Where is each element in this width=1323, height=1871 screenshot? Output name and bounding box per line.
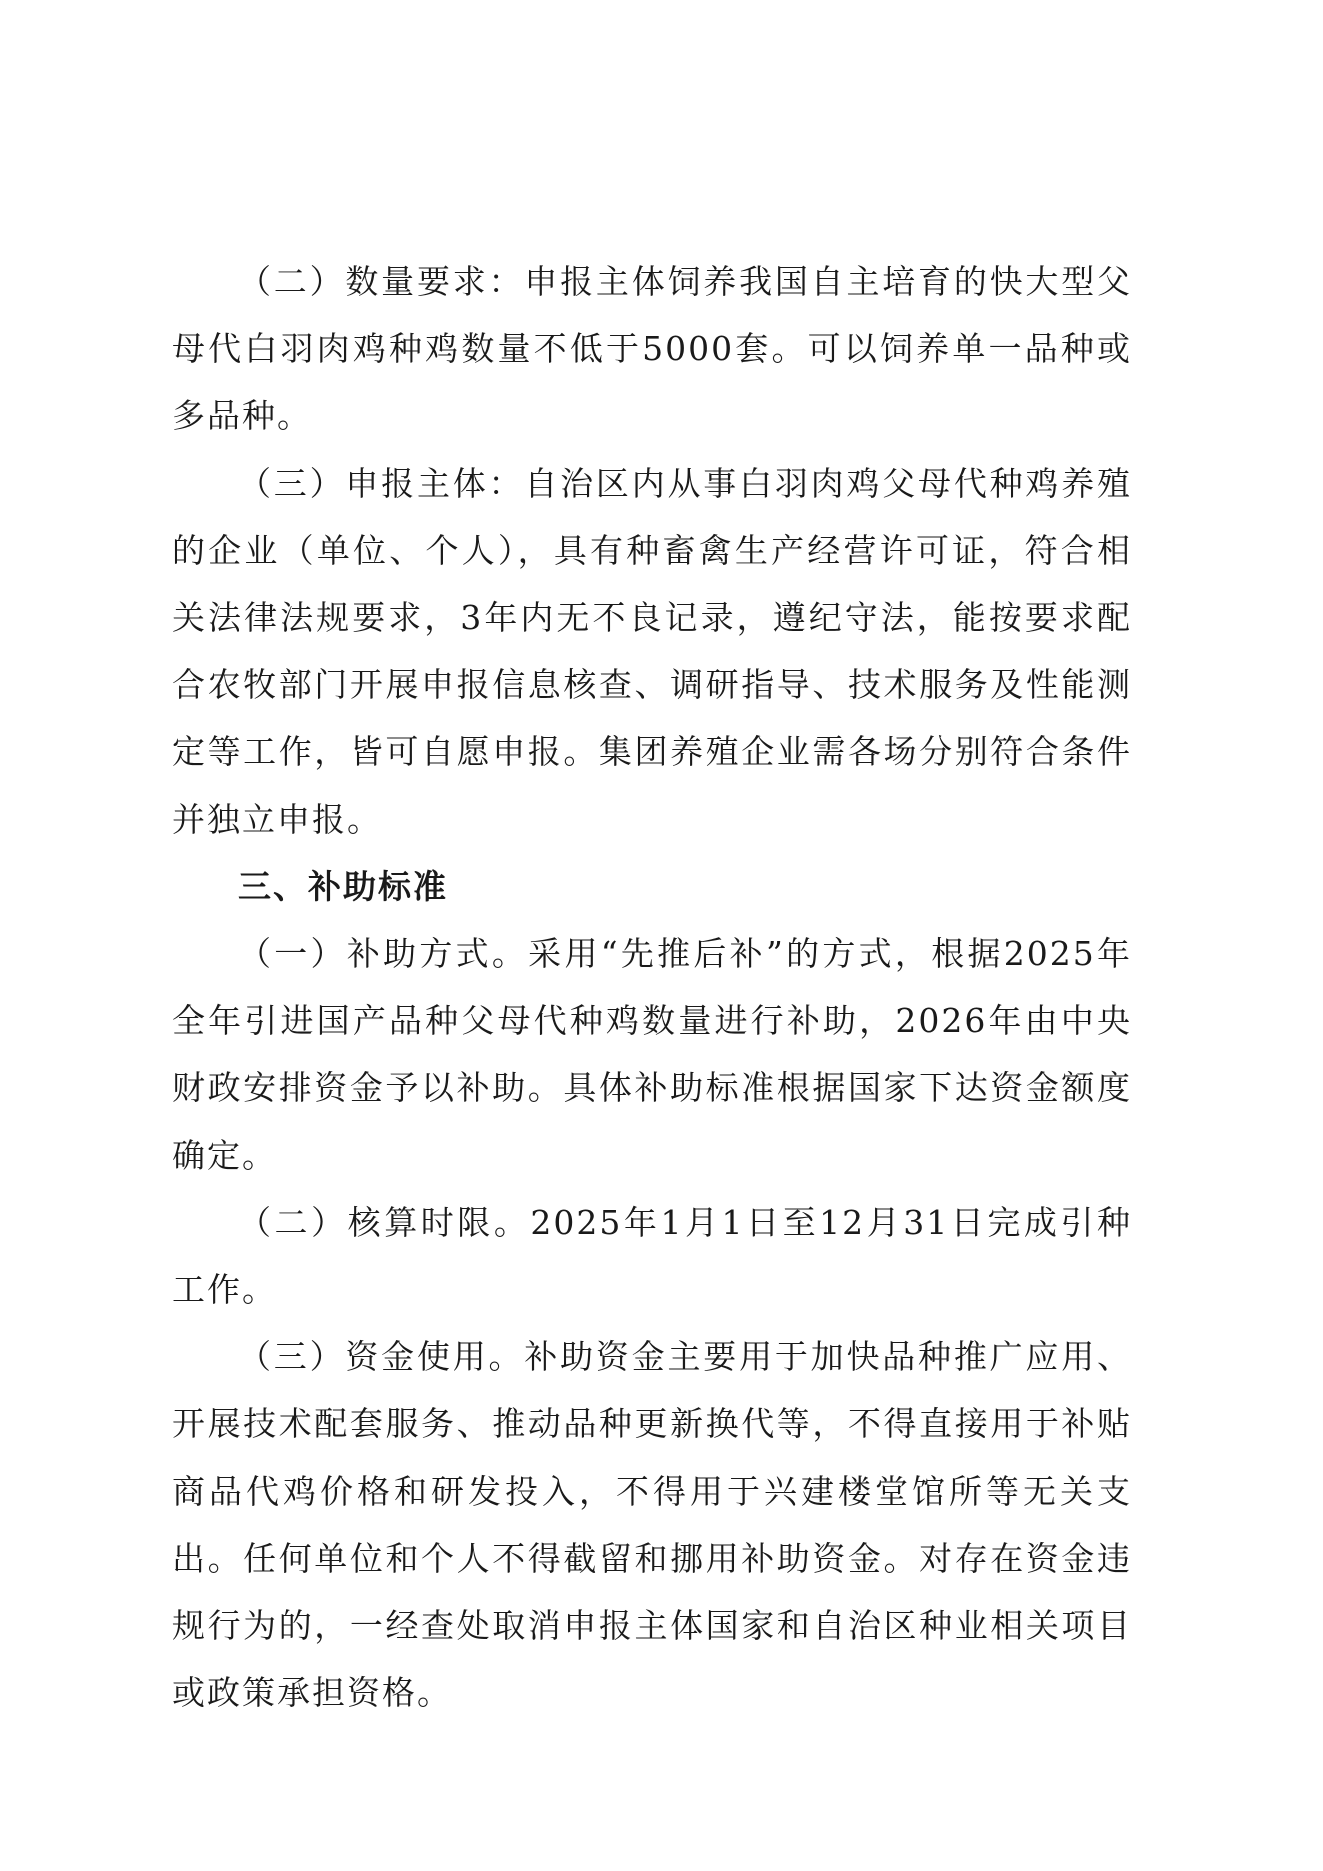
paragraph-accounting-period: （二）核算时限。2025年1月1日至12月31日完成引种工作。	[172, 1202, 1132, 1310]
paragraph-subsidy-method: （一）补助方式。采用“先推后补”的方式，根据2025年全年引进国产品种父母代种鸡数量进行补助，2026年由中央财政安排资金予以补助。具体补助标准根据国家下达资金额度确定。	[172, 934, 1132, 1175]
paragraph-fund-usage: （三）资金使用。补助资金主要用于加快品种推广应用、开展技术配套服务、推动品种更新换代等，不得直接用于补贴商品代鸡价格和研发投入，不得用于兴建楼堂馆所等无关支出。任何单位和个人不得截留和挪用补助资金。对存在资金违规行为的，一经查处取消申报主体国家和自治区种业相关项目或政策承担资格。	[172, 1337, 1132, 1713]
paragraph-quantity-requirement: （二）数量要求：申报主体饲养我国自主培育的快大型父母代白羽肉鸡种鸡数量不低于5000套。可以饲养单一品种或多品种。	[172, 262, 1132, 436]
paragraph-applicant: （三）申报主体：自治区内从事白羽肉鸡父母代种鸡养殖的企业（单位、个人），具有种畜禽生产经营许可证，符合相关法律法规要求，3年内无不良记录，遵纪守法，能按要求配合农牧部门开展申报信息核查、调研指导、技术服务及性能测定等工作，皆可自愿申报。集团养殖企业需各场分别符合条件并独立申报。	[172, 463, 1132, 839]
section-heading-subsidy-standard: 三、补助标准	[238, 866, 448, 906]
document-body	[172, 248, 1132, 1726]
